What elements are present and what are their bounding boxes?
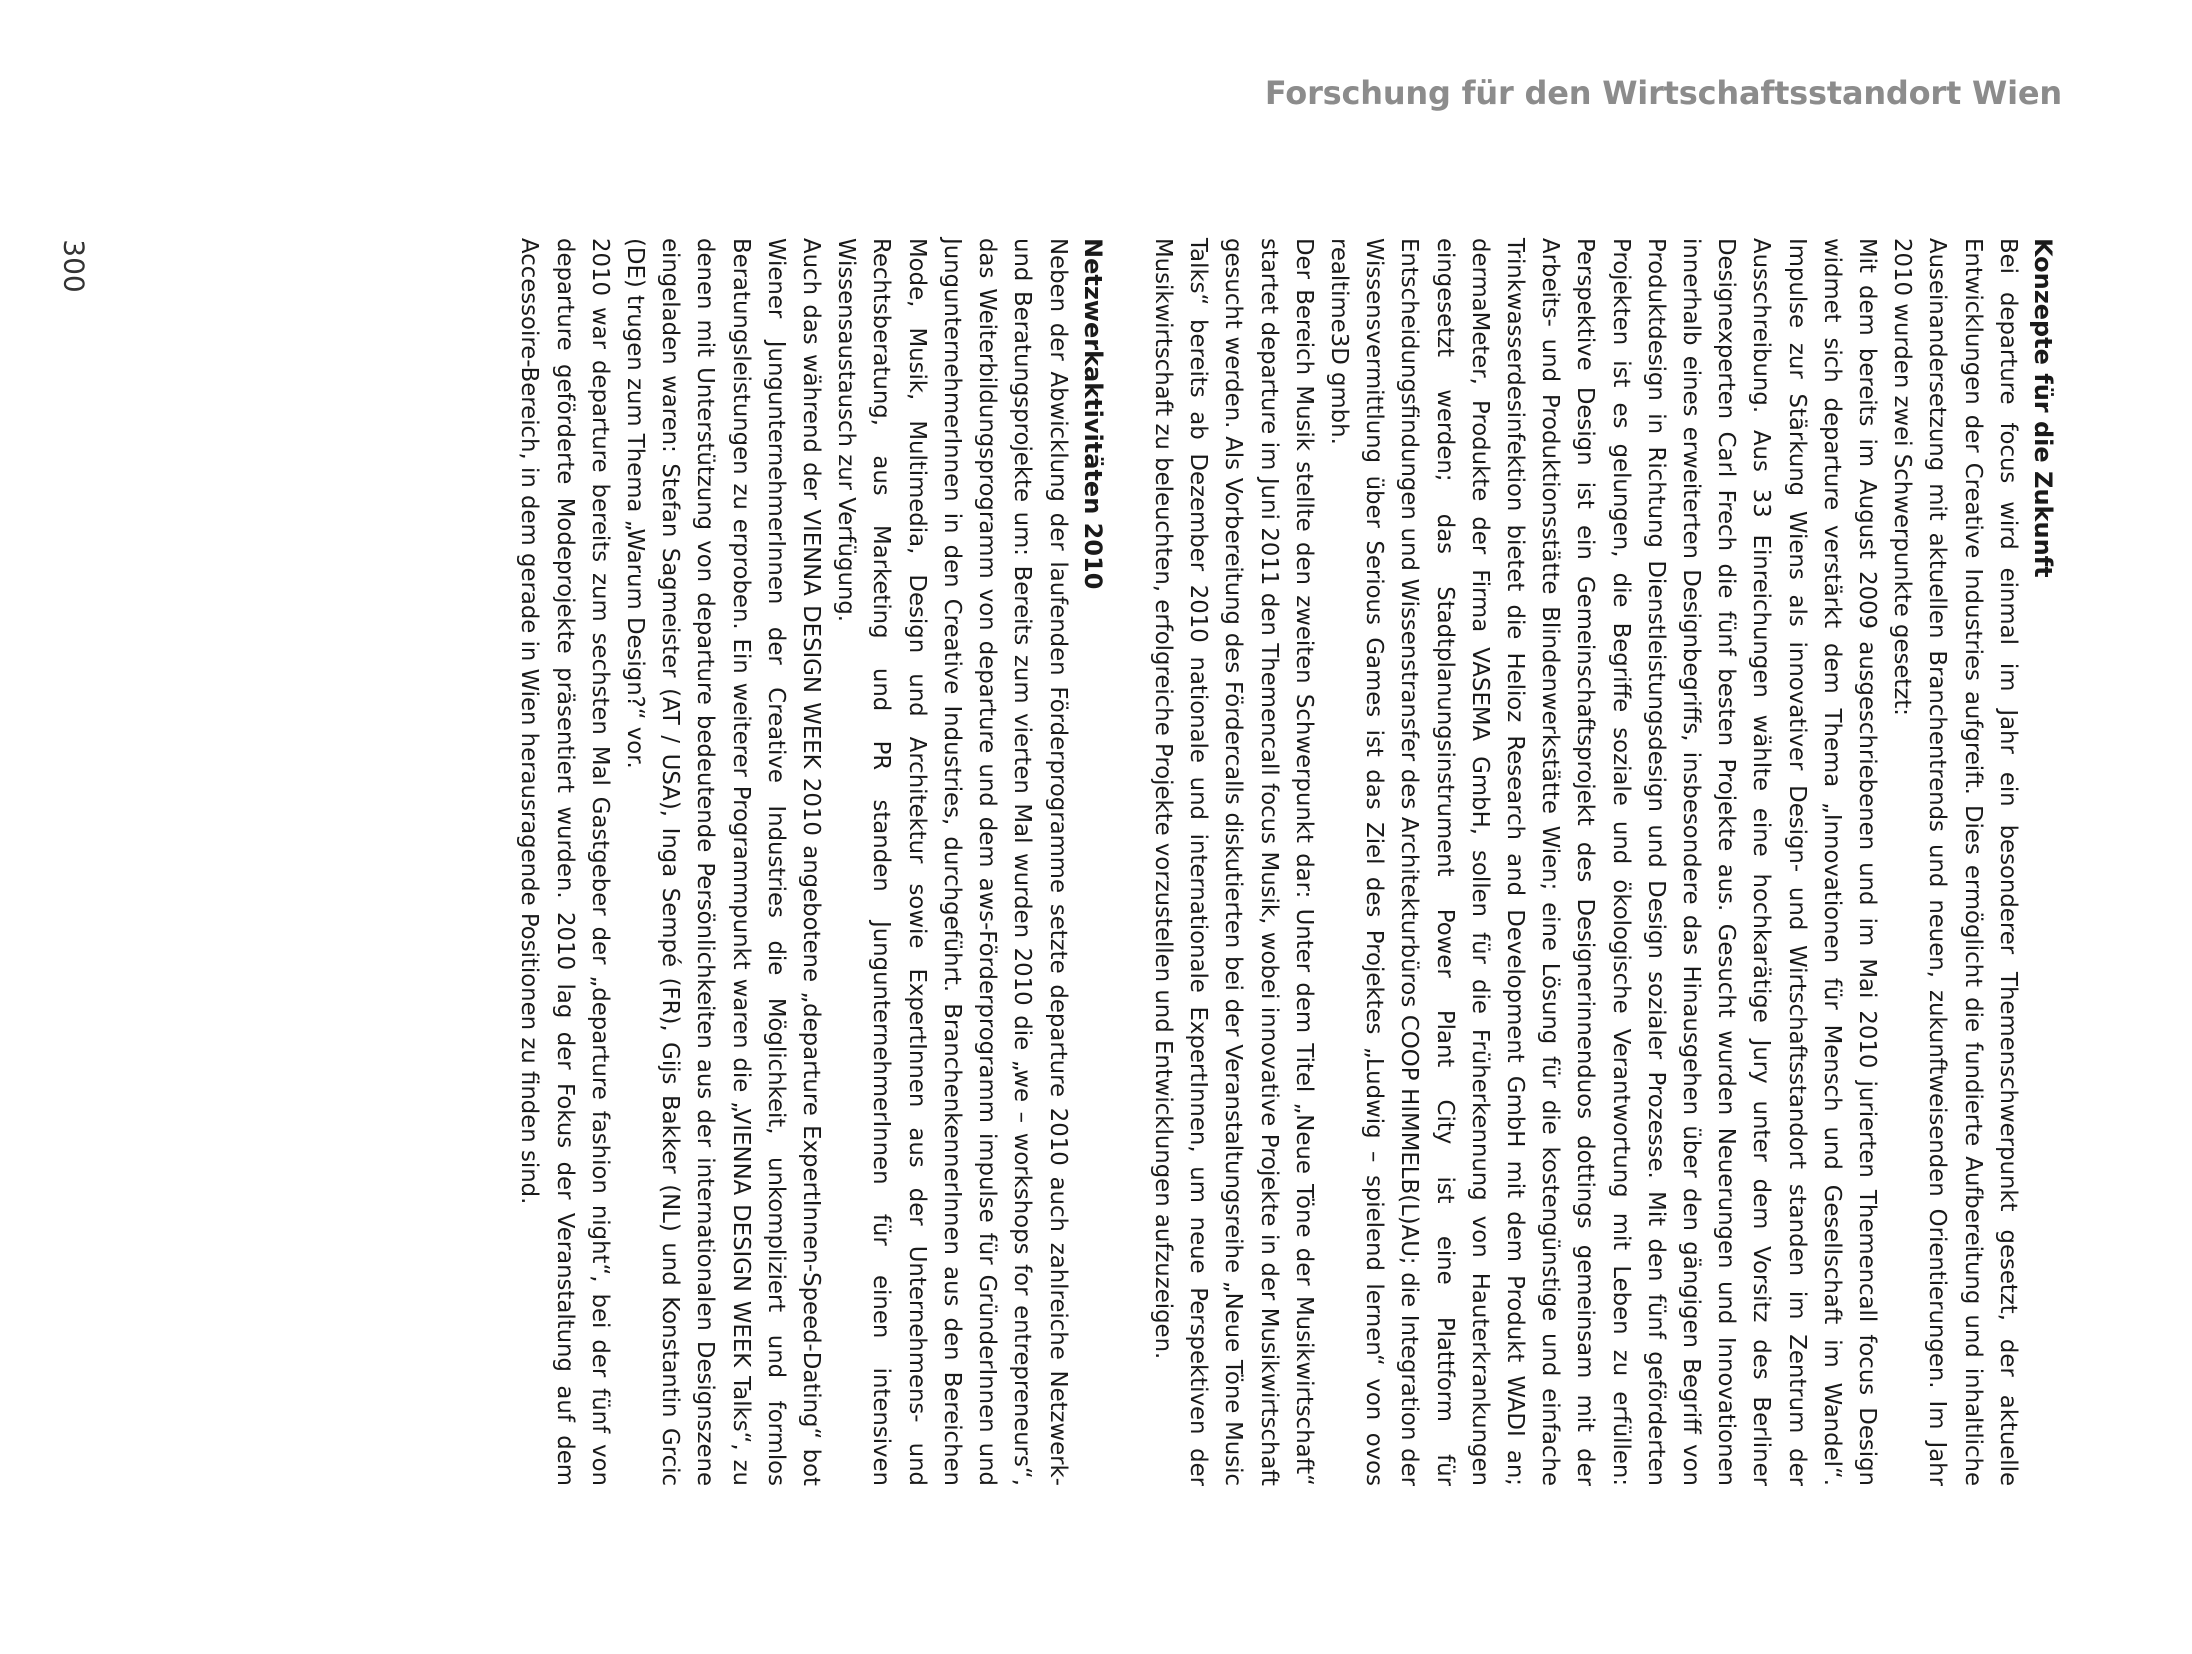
article-body — [284, 238, 2060, 1486]
running-head-title: Forschung für den Wirtschaftsstandort Wien — [1264, 74, 2062, 112]
paragraph: Neben der Abwicklung der laufenden Förderprogramme setzte departure 2010 auch zahlreiche Netzwerk- und Beratungsprojekte um: Bereits zum vierten Mal wurden 2010 die „we – workshops for entrepreneurs“, das Weiterbildungsprogramm von departure und dem aws-Förderprogramm impulse für GründerInnen und JungunternehmerInnen in den Creative Industries, durchgeführt. BranchenkennerInnen aus den Bereichen Mode, Musik, Multimedia, Design und Architektur sowie ExpertInnen aus der Unternehmens- und Rechtsberatung, aus Marketing und PR standen JungunternehmerInnen für einen intensiven Wissensaustausch zur Verfügung. — [833, 238, 1071, 1486]
section-spacer — [1110, 238, 1145, 1486]
section-heading: Konzepte für die Zukunft — [2029, 238, 2057, 578]
section-netzwerk — [511, 238, 1109, 1486]
page-number — [52, 238, 96, 294]
page-number-text: 300 — [57, 239, 91, 293]
paragraph: Mit dem bereits im August 2009 ausgeschriebenen und im Mai 2010 jurierten Themencall focus Design widmet sich departure verstärkt dem Thema „Innovationen für Mensch und Gesellschaft im Wandel“. Impulse zur Stärkung Wiens als innovativer Design- und Wirtschaftsstandort standen im Zentrum der Ausschreibung. Aus 33 Einreichungen wählte eine hochkarätige Jury unter dem Vorsitz des Berliner Designexperten Carl Frech die fünf besten Projekte aus. Gesucht wurden Neuerungen und Innovationen innerhalb eines erweiterten Designbegriffs, insbesondere das Hinausgehen über den gängigen Begriff von Produktdesign in Richtung Dienstleistungsdesign und Design sozialer Prozesse. Mit den fünf geförderten Projekten ist es gelungen, die Begriffe soziale und ökologische Verantwortung mit Leben zu erfüllen: Perspektive Design ist ein Gemeinschaftsprojekt des Designerinnenduos dottings gemeinsam mit der Arbeits- und Produktionsstätte Blindenwerkstätte Wien; eine Lösung für die kostengünstige und einfache Trinkwasserdesinfektion bietet die Helioz Research and Development GmbH mit dem Produkt WADI an; dermaMeter, Produkte der Firma VASEMA GmbH, sollen für die Früherkennung von Hauterkrankungen eingesetzt werden; das Stadtplanungsinstrument Power Plant City ist eine Plattform für Entscheidungsfindungen und Wissenstransfer des Architekturbüros COOP HIMMELB(L)AU; die Integration der Wissensvermittlung über Serious Games ist das Ziel des Projektes „Ludwig – spielend lernen“ von ovos realtime3D gmbh. — [1325, 238, 1880, 1486]
paragraph: Auch das während der VIENNA DESIGN WEEK 2010 angebotene „departure ExpertInnen-Speed-Dating“ bot Wiener JungunternehmerInnen der Creative Industries die Möglichkeit, unkompliziert und formlos Beratungsleistungen zu erproben. Ein weiterer Programmpunkt waren die „VIENNA DESIGN WEEK Talks“, zu denen mit Unterstützung von departure bedeutende Persönlichkeiten aus der internationalen Designszene eingeladen waren: Stefan Sagmeister (AT / USA), Inga Sempé (FR), Gijs Bakker (NL) und Konstantin Grcic (DE) trugen zum Thema „Warum Design?“ vor. — [622, 238, 825, 1486]
paragraph: Der Bereich Musik stellte den zweiten Schwerpunkt dar: Unter dem Titel „Neue Töne der Musikwirtschaft“ startet departure im Juni 2011 den Themencall focus Musik, wobei innovative Projekte in der Musikwirtschaft gesucht werden. Als Vorbereitung des Fördercalls diskutierten bei der Veranstaltungsreihe „Neue Töne Music Talks“ bereits ab Dezember 2010 nationale und internationale ExpertInnen, um neue Perspektiven der Musikwirtschaft zu beleuchten, erfolgreiche Projekte vorzustellen und Entwicklungen aufzuzeigen. — [1149, 238, 1317, 1486]
paragraph: Bei departure focus wird einmal im Jahr ein besonderer Themenschwerpunkt gesetzt, der aktuelle Entwicklungen der Creative Industries aufgreift. Dies ermöglicht die fundierte Aufbereitung und inhaltliche Auseinandersetzung mit aktuellen Branchentrends und neuen, zukunftweisenden Orientierungen. Im Jahr 2010 wurden zwei Schwerpunkte gesetzt: — [1889, 238, 2021, 1486]
section-konzepte — [1145, 238, 2060, 1486]
section-heading: Netzwerkaktivitäten 2010 — [1078, 238, 1107, 590]
paragraph: 2010 war departure bereits zum sechsten Mal Gastgeber der „departure fashion night“, bei der fünf von departure geförderte Modeprojekte präsentiert wurden. 2010 lag der Fokus der Veranstaltung auf dem Accessoire-Bereich, in dem gerade in Wien herausragende Positionen zu finden sind. — [516, 238, 613, 1486]
